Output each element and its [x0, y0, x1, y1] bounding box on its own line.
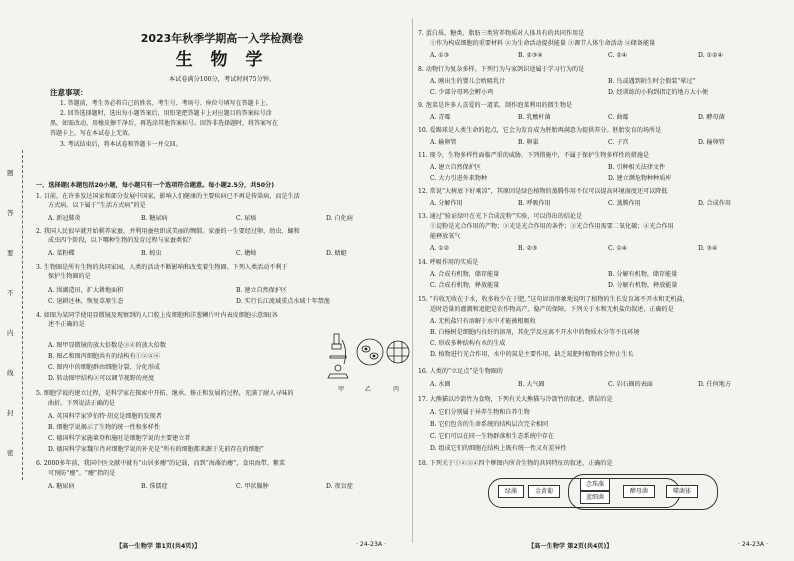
- question-line: 5. 细胞学说的建立过程，是科学家在探索中开拓、继承、修正和发展的过程，充满了耐人寻味的: [36, 390, 294, 397]
- page-footer-right: 【高一生物学 第2页(共4页)】: [528, 543, 613, 550]
- question-line: 6. 2000多年前，我国中医文献中就有“山居多瘿”的记载，而到“海藻治瘿”，食用海带、紫菜: [36, 460, 286, 467]
- binding-word: 内: [7, 329, 14, 337]
- figure-label-jia: 甲: [338, 386, 345, 393]
- organism-box-cyanobacteria: 蓝细菌: [580, 491, 610, 504]
- question-line: 12. 常说“大树底下好乘凉”，其原因是绿色植物的蒸腾作用不仅可以提高环境湿度还可以降低: [418, 188, 668, 195]
- binding-word: 密: [7, 449, 14, 457]
- option: B. 呼吸作用: [518, 200, 551, 207]
- question-line: 成虫四个阶段，以下哪种生物的发育过程与家蚕类似？: [48, 237, 195, 244]
- option: C. 德国科学家施莱登和施旺是细胞学说的主要建立者: [48, 435, 191, 442]
- question-line: 2. 我国人民很早就开始驯养家蚕，并利用蚕丝织成美丽的绸缎。家蚕的一生要经过卵、幼虫、蛹和: [36, 228, 300, 235]
- option: A. 英国科学家罗伯特·胡克是细胞的发现者: [48, 413, 162, 420]
- organism-box-phage: 噬菌体: [666, 485, 698, 498]
- option: D. 夜盲症: [326, 483, 353, 490]
- question-line: 14. 呼吸作用的实质是: [418, 259, 479, 266]
- option: B. 蝗虫: [141, 250, 162, 257]
- option: C. 少部分母鸡会孵小鸡: [430, 89, 494, 96]
- option: C. 它们可以在同一生物群落和生态系统中存在: [430, 433, 555, 440]
- option: C. ①④: [608, 245, 628, 252]
- organism-box-yeast: 酵母菌: [623, 485, 655, 498]
- question-line: 17. 大熊猫以冷箭竹为食物，下列有关大熊猫与冷箭竹的叙述，错误的是: [418, 396, 613, 403]
- option: D. 经训练的小狗到指定的地方大小便: [608, 89, 708, 96]
- option: D. 分解有机物，释放能量: [608, 282, 678, 289]
- option: C. 甲状腺肿: [236, 483, 269, 490]
- option: B. 糖尿病: [141, 215, 168, 222]
- page-code: · 24-23A ·: [356, 541, 387, 548]
- question-line: 11. 现今，生物多样性面临严重的威胁。下列措施中，不属于保护生物多样性的措施是: [418, 152, 650, 159]
- question-line: 10. 爱踢球是人类生命的起点，它会为发育成为胚胎再满意为提供养分。胚胎发育的场所是: [418, 127, 662, 134]
- option: B. 乳酸杆菌: [518, 114, 551, 121]
- seal-line: [22, 150, 23, 480]
- binding-word: 不: [7, 289, 14, 297]
- option: B. 卵巢: [518, 139, 539, 146]
- option: B. 侏儒症: [141, 483, 168, 490]
- question-line: 曲折。下列说法正确的是: [48, 400, 116, 407]
- binding-margin: [2, 150, 32, 480]
- question-line: 1. 目前，在许多发达国家和部分发展中国家，影响人们健康的主要疾病已不再是传染病，而是生活: [36, 193, 300, 200]
- question-line: 可预防“瘿”。“瘿”指的是: [48, 470, 116, 477]
- binding-word: 封: [7, 409, 14, 417]
- question-line: 保护生物圈的是: [48, 273, 91, 280]
- question-line: 述不正确的是: [48, 321, 85, 328]
- notice-line: 2. 回答选择题时，选出每小题答案后，用铅笔把答题卡上对应题目的答案标号涂: [60, 110, 272, 117]
- option: B. 白杨树是细胞内良好的溶剂，其化学反应离不开水中的物质水分等不良环境: [430, 329, 640, 336]
- option: D. 实行长江流域重点水域十年禁渔: [236, 298, 330, 305]
- organism-set-figure: [488, 474, 718, 510]
- option: D. 合成作用: [698, 200, 731, 207]
- exam-title: 2023年秋季学期高一入学检测卷: [140, 32, 304, 45]
- question-line: 方式病。以下属于“生活方式病”的是: [48, 202, 146, 209]
- option: B. ②③④: [518, 52, 543, 59]
- option: A. 围湖造田，扩大耕地面积: [48, 287, 124, 294]
- question-line: ①淀粉是光合作用的产物；②光是光合作用的条件；③光合作用需要二氧化碳；④光合作用: [430, 223, 674, 230]
- option: C. 岩石圈的表面: [608, 381, 653, 388]
- option: A. 合成有机物，储存能量: [430, 271, 500, 278]
- microscope-figure: [326, 330, 410, 384]
- option: D. 任何地方: [698, 381, 731, 388]
- option: A. 分解作用: [430, 200, 463, 207]
- option: C. 形成多种结构有水的生成: [430, 340, 506, 347]
- option: A. 糖尿病: [48, 483, 75, 490]
- cheek-cells-drawing: [357, 339, 383, 365]
- option: C. 合成有机物，释放能量: [430, 282, 500, 289]
- option: C. 蒸腾作用: [608, 200, 641, 207]
- option: D. 转动图甲结构②可以调节视野的亮度: [48, 375, 155, 382]
- binding-word: 题: [7, 169, 14, 177]
- question-line: 13. 通过“验证绿叶在光下合成淀粉”实验，可以得出的结论是: [418, 213, 583, 220]
- page-code: · 24-23A ·: [738, 541, 769, 548]
- option: D. 建立濒危物种种质库: [608, 175, 672, 182]
- option: A. 水圈: [430, 381, 451, 388]
- onion-cells-drawing: [387, 341, 409, 363]
- question-line: 9. 泡菜是许多人喜爱的一道菜，制作泡菜利用的微生物是: [418, 102, 573, 109]
- option: D. 植物进行光合作用，水中的氮是主要作用，缺乏氮肥时植物将会停止生长: [430, 351, 634, 358]
- question-line: 8. 动物行为复杂多样。下列行为与家鸽识途属于学习行为的是: [418, 66, 585, 73]
- option: B. 鸟或遇到陌生时会假装“晕过”: [608, 78, 696, 85]
- option: C. 尿痰: [236, 215, 257, 222]
- notice-line: 答题卡上。写在本试卷上无效。: [50, 130, 135, 137]
- notice-heading: 注意事项：: [50, 88, 88, 97]
- option: C. 退耕还林，恢复草原生态: [48, 298, 124, 305]
- question-line: 7. 蛋白质、糖类、脂肪三类营养物质对人体具有的共同作用是: [418, 30, 585, 37]
- option: B. 引种相关法律文件: [608, 164, 666, 171]
- option: D. 酵母菌: [698, 114, 725, 121]
- question-line: 16. 人类的“立足点”是生物圈的: [418, 368, 503, 375]
- exam-info: 本试卷满分100分，考试时间75分钟。: [168, 76, 276, 83]
- option: D. 组成它们的细胞在结构上既有统一性又有差异性: [430, 445, 567, 452]
- question-line: 4. 如图为某同学使用显微镜及观察到的人口腔上皮细胞和洋葱鳞片叶内表皮细胞示意图(各: [36, 312, 278, 319]
- option: C. ②④: [608, 52, 628, 59]
- option: D. 德国科学家魏尔肖对细胞学说的补充是“所有的细胞都来源于先前存在的细胞”: [48, 446, 264, 453]
- option: C. 大力引进外来物种: [430, 175, 488, 182]
- notice-line: 黑。如需改动，用橡皮擦干净后，再选涂其他答案标号。回答非选择题时，将答案写在: [50, 120, 279, 127]
- notice-line: 1. 答题前，考生务必将自己的姓名、考生号、考场号、座位号填写在答题卡上。: [60, 100, 272, 107]
- option: A. 青霉: [430, 114, 451, 121]
- option: B. 它们包含的生命系统的结构层次完全相同: [430, 421, 549, 428]
- microscope-drawing: [328, 334, 348, 378]
- question-line: 15. “有收无收在于水，收多收少在于肥。”这句谚语形象地说明了植物的生长发育离不开水和无机盐，: [418, 296, 689, 303]
- binding-word: 答: [7, 209, 14, 217]
- question-line: 适时适量的灌溉和追肥是农作物高产、稳产的保障。下列关于水和无机盐的叙述，正确的是: [430, 306, 674, 313]
- option: A. 它们分别属于异养生物和自养生物: [430, 409, 530, 416]
- question-line: 18. 下列关于①②③④四个框图内所含生物的共同特征的叙述，正确的是: [418, 460, 613, 467]
- figure-label-bing: 丙: [393, 386, 400, 393]
- option: B. 图乙和图丙细胞共有的结构有①②④⑥: [48, 353, 160, 360]
- option: D. ③④: [698, 245, 718, 252]
- option: A. 图甲显微镜的放大倍数是③④的放大倍数: [48, 342, 166, 349]
- option: C. 蟾蜍: [236, 250, 257, 257]
- organism-box-green-algae: 绿藻: [498, 485, 524, 498]
- page-footer-left: 【高一生物学 第1页(共4页)】: [116, 543, 201, 550]
- organism-box-golden: 金黄葡: [528, 485, 560, 498]
- option: C. 子宫: [608, 139, 629, 146]
- section-heading: 一、选择题(本题包括20小题，每小题只有一个选项符合题意。每小题2.5分，共50分): [36, 182, 275, 189]
- option: B. ②③: [518, 245, 538, 252]
- notice-line: 3. 考试结束后，将本试卷和答题卡一并交回。: [60, 141, 182, 148]
- binding-word: 线: [7, 369, 14, 377]
- option: A. 菜粉蝶: [48, 250, 75, 257]
- option: B. 大气圈: [518, 381, 545, 388]
- option: A. 建立自然保护区: [430, 164, 481, 171]
- binding-word: 要: [7, 249, 14, 257]
- option: A. 新冠肺炎: [48, 215, 81, 222]
- option: A. 刚出生的婴儿会吮吸乳汁: [430, 78, 506, 85]
- option: A. 无机盐只有溶解于水中才能被根吸收: [430, 318, 536, 325]
- option: C. 图丙中的细胞群由细胞分裂、分化形成: [48, 364, 160, 371]
- option: D. ①②④: [698, 52, 723, 59]
- option: A. ①③: [430, 52, 450, 59]
- question-line: 3. 生物圈是所有生物的共同家园，人类的活动不断影响和改变着生物圈。下列人类活动不利于: [36, 264, 288, 271]
- option: B. 建立自然保护区: [236, 287, 288, 294]
- option: D. 蜻蜓: [326, 250, 347, 257]
- option: B. 分解有机物，储存能量: [608, 271, 678, 278]
- option: A. 输卵管: [430, 139, 457, 146]
- question-line: ①作为构成细胞的重要材料 ②为生命活动提供能量 ③调节人体生命活动 ④储备能量: [430, 40, 656, 47]
- column-divider: [412, 18, 413, 543]
- option: B. 细胞学说揭示了生物的统一性和多样性: [48, 424, 160, 431]
- option: A. ①②: [430, 245, 450, 252]
- question-line: 能释放氧气: [430, 233, 461, 240]
- subject-title: 生 物 学: [175, 50, 269, 70]
- option: C. 曲霉: [608, 114, 629, 121]
- option: D. 白化病: [326, 215, 353, 222]
- organism-box-nostoc: 念珠藻: [580, 478, 610, 491]
- figure-label-yi: 乙: [365, 386, 372, 393]
- option: D. 输卵管: [698, 139, 725, 146]
